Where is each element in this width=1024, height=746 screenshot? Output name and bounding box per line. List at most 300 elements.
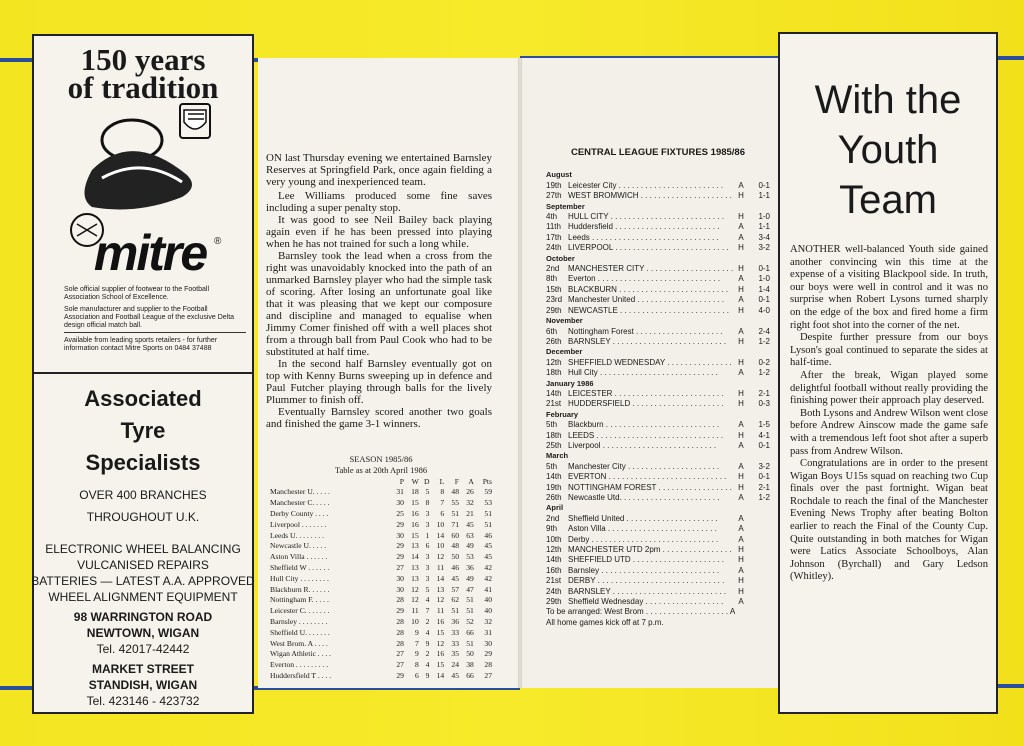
- fixture-date: 23rd: [546, 295, 563, 305]
- league-stat-cell: 6: [440, 508, 445, 518]
- league-stat-cell: 51: [466, 638, 474, 648]
- league-stat-cell: 12: [411, 595, 419, 605]
- league-stat-cell: 51: [451, 508, 460, 518]
- fixture-month: March: [546, 451, 569, 461]
- fixture-date: 6th: [546, 326, 558, 336]
- fixture-score: [748, 587, 770, 597]
- fixture-venue: H: [738, 336, 744, 346]
- fixture-row: [546, 295, 770, 305]
- fixture-date: 8th: [546, 274, 558, 284]
- ad-title-line2: of tradition: [67, 70, 219, 105]
- league-stat-cell: 31: [484, 627, 492, 637]
- fixture-opponent: Sheffield Wednesday . . . . . . . . . . . . . . . . . .: [568, 597, 724, 607]
- league-header-cell: F: [454, 476, 460, 486]
- ad-note-1: Sole official supplier of footwear to the Football Association School of Excellence.: [64, 286, 210, 301]
- fixture-row: [546, 337, 770, 347]
- league-row: [270, 628, 492, 639]
- fixture-opponent: Aston Villa . . . . . . . . . . . . . . . . . . . . . . . . .: [568, 524, 717, 534]
- league-stat-cell: 29: [396, 552, 404, 562]
- fixture-venue: H: [738, 284, 744, 294]
- league-team-name: Blackburn R. . . . . .: [270, 584, 330, 594]
- league-row: [270, 531, 492, 542]
- fixture-score: 4-1: [758, 430, 770, 440]
- league-stat-cell: 41: [484, 584, 492, 594]
- league-stat-cell: 29: [396, 541, 404, 551]
- fixture-opponent: LEICESTER . . . . . . . . . . . . . . . . . . . . . . . . .: [568, 388, 724, 398]
- fixture-month: January 1986: [546, 378, 594, 388]
- league-header-cell: P: [399, 476, 404, 486]
- fixture-row: [546, 285, 770, 295]
- fixture-venue: H: [738, 191, 744, 201]
- fixture-score: 1-2: [758, 336, 770, 346]
- youth-title-line3: Team: [839, 178, 937, 222]
- fixture-score: 1-1: [758, 222, 770, 232]
- league-row: [270, 563, 492, 574]
- league-team-name: Leicester C. . . . . . .: [270, 606, 330, 616]
- league-row: [270, 487, 492, 498]
- fixture-date: 14th: [546, 555, 562, 565]
- league-stat-cell: 38: [466, 660, 474, 670]
- league-stat-cell: 48: [451, 487, 460, 497]
- youth-paragraph-1: ANOTHER well-balanced Youth side gained another convincing win this time at the expense of a visiting Blackpool side. In truth, our boys were well in control and it was no surprise when Robert Lysons turned sharply on the edge of the box and fired home a firm right foot shot into the corner of the net.: [790, 244, 988, 331]
- fixture-row: [546, 233, 770, 243]
- fixture-score: 1-0: [758, 274, 770, 284]
- league-stat-cell: 3: [425, 562, 430, 572]
- fixture-date: 12th: [546, 357, 562, 367]
- report-paragraph-6: Eventually Barnsley scored another two goals and finished the game 3-1 winners.: [266, 406, 492, 430]
- fixture-date: 10th: [546, 534, 562, 544]
- league-stat-cell: 14: [436, 670, 445, 680]
- league-stat-cell: 31: [396, 487, 404, 497]
- league-stat-cell: 45: [484, 552, 492, 562]
- page-gutter: [518, 58, 522, 688]
- tyre-address-2: NEWTOWN, WIGAN: [86, 626, 200, 640]
- league-stat-cell: 55: [451, 498, 460, 508]
- fixture-date: 5th: [546, 420, 558, 430]
- fixture-opponent: NOTTINGHAM FOREST . . . . . . . . . . . . . . . . .: [568, 482, 732, 492]
- fixture-venue: H: [738, 357, 744, 367]
- league-stat-cell: 28: [396, 627, 404, 637]
- fixture-score: 2-1: [758, 482, 770, 492]
- fixture-opponent: BARNSLEY . . . . . . . . . . . . . . . . . . . . . . . . . .: [568, 586, 727, 596]
- league-team-name: Nottingham F. . . . .: [270, 595, 329, 605]
- fixture-score: 0-3: [758, 399, 770, 409]
- fixture-venue: H: [738, 399, 744, 409]
- fixture-opponent: Huddersfield . . . . . . . . . . . . . . . . . . . . . . . .: [568, 222, 720, 232]
- fixture-month: November: [546, 316, 583, 326]
- fixture-venue: A: [738, 274, 744, 284]
- tyre-service-2: VULCANISED REPAIRS: [77, 558, 209, 572]
- league-row: [270, 595, 492, 606]
- league-team-name: Liverpool . . . . . . .: [270, 519, 327, 529]
- fixture-score: 0-1: [758, 440, 770, 450]
- league-stat-cell: 29: [484, 649, 492, 659]
- league-stat-cell: 16: [411, 519, 419, 529]
- youth-title-line2: Youth: [837, 128, 939, 172]
- league-stat-cell: 29: [396, 670, 404, 680]
- fixture-score: 1-5: [758, 420, 770, 430]
- league-stat-cell: 24: [451, 660, 460, 670]
- fixture-score: [748, 545, 770, 555]
- fixture-opponent: BLACKBURN . . . . . . . . . . . . . . . . . . . . . . . . .: [568, 284, 729, 294]
- league-stat-cell: 27: [396, 649, 404, 659]
- tyre-service-1: ELECTRONIC WHEEL BALANCING: [45, 542, 241, 556]
- fixture-venue: H: [738, 388, 744, 398]
- fixture-date: 19th: [546, 482, 562, 492]
- fixture-row: [546, 555, 770, 565]
- league-stat-cell: 12: [436, 595, 445, 605]
- fixture-row: [546, 462, 770, 472]
- league-team-name: Aston Villa . . . . . .: [270, 552, 328, 562]
- fixture-month: December: [546, 347, 583, 357]
- fixture-date: 9th: [546, 524, 558, 534]
- fixture-venue: H: [738, 264, 744, 274]
- fixtures-tba: To be arranged: West Brom . . . . . . . . . . . . . . . . . . . A: [546, 607, 736, 617]
- fixture-opponent: Liverpool . . . . . . . . . . . . . . . . . . . . . . . . . .: [568, 440, 717, 450]
- fixture-month: October: [546, 253, 575, 263]
- fixture-venue: A: [738, 461, 744, 471]
- fixture-row: [546, 535, 770, 545]
- fixture-score: 0-2: [758, 357, 770, 367]
- league-header-cell: W: [411, 476, 419, 486]
- league-team-name: Huddersfield T . . . .: [270, 670, 332, 680]
- fixture-date: 5th: [546, 461, 558, 471]
- league-header-cell: Pts: [482, 476, 492, 486]
- league-stat-cell: 30: [484, 638, 492, 648]
- league-stat-cell: 51: [484, 519, 492, 529]
- league-team-name: Manchester C. . . . .: [270, 498, 330, 508]
- league-stat-cell: 49: [466, 541, 474, 551]
- fixture-date: 18th: [546, 368, 562, 378]
- fixture-row: [546, 368, 770, 378]
- youth-paragraph-3: After the break, Wigan played some delightful football without really providing the finishing power their approach play deserved.: [790, 369, 989, 407]
- league-row: [270, 498, 492, 509]
- fixture-opponent: HULL CITY . . . . . . . . . . . . . . . . . . . . . . . . . .: [568, 212, 725, 222]
- fixture-opponent: Everton . . . . . . . . . . . . . . . . . . . . . . . . . . . .: [568, 274, 721, 284]
- league-stat-cell: 32: [466, 498, 474, 508]
- fixture-month: August: [546, 170, 572, 180]
- league-stat-cell: 53: [484, 498, 492, 508]
- league-stat-cell: 15: [436, 627, 445, 637]
- league-stat-cell: 2: [425, 649, 430, 659]
- fixture-date: 24th: [546, 243, 562, 253]
- fixture-score: 1-0: [758, 212, 770, 222]
- fixture-row: [546, 597, 770, 607]
- league-stat-cell: 46: [451, 562, 460, 572]
- fixture-row: [546, 472, 770, 482]
- fixture-date: 21st: [546, 399, 562, 409]
- fixture-opponent: Newcastle Utd. . . . . . . . . . . . . . . . . . . . . . .: [568, 493, 720, 502]
- league-row: [270, 509, 492, 520]
- league-stat-cell: 30: [396, 584, 404, 594]
- league-stat-cell: 30: [396, 498, 404, 508]
- league-stat-cell: 14: [436, 530, 445, 540]
- fixture-row: [546, 358, 770, 368]
- fixture-row: [546, 191, 770, 201]
- league-stat-cell: 66: [466, 627, 474, 637]
- league-stat-cell: 60: [451, 530, 460, 540]
- ad-note-2: Sole manufacturer and supplier to the Football Association and Football League of the exclusive Delta design official match ball.: [64, 306, 235, 329]
- league-row: [270, 574, 492, 585]
- fixture-score: [748, 566, 770, 576]
- fixture-date: 26th: [546, 493, 562, 502]
- fixture-score: [748, 514, 770, 524]
- fixture-date: 2nd: [546, 264, 560, 274]
- fixture-row: [546, 264, 770, 274]
- fixture-opponent: HUDDERSFIELD . . . . . . . . . . . . . . . . . . . . .: [568, 399, 724, 409]
- fixture-opponent: Blackburn . . . . . . . . . . . . . . . . . . . . . . . . . .: [568, 420, 720, 430]
- fixture-venue: A: [738, 513, 744, 523]
- fixture-venue: A: [738, 493, 744, 502]
- league-header-cell: A: [468, 476, 474, 486]
- fixture-row: [546, 524, 770, 534]
- league-stat-cell: 16: [436, 616, 445, 626]
- league-stat-cell: 45: [484, 541, 492, 551]
- league-stat-cell: 40: [484, 606, 492, 616]
- league-stat-cell: 5: [425, 584, 430, 594]
- league-stat-cell: 15: [436, 660, 445, 670]
- fixture-score: 1-2: [758, 368, 770, 378]
- league-stat-cell: 9: [414, 627, 419, 637]
- fixture-opponent: Nottingham Forest . . . . . . . . . . . . . . . . . . . .: [568, 326, 723, 336]
- fixture-row: [546, 441, 770, 451]
- ad-title-line1: 150 years: [80, 42, 206, 77]
- advert-separator: [34, 372, 252, 374]
- fixture-row: [546, 566, 770, 576]
- fixture-date: 14th: [546, 388, 562, 398]
- tyre-branches-1: OVER 400 BRANCHES: [79, 488, 207, 502]
- tyre-title-line3: Specialists: [85, 450, 201, 475]
- fixture-score: 0-1: [758, 180, 770, 190]
- league-stat-cell: 51: [466, 595, 474, 605]
- tyre-title-line1: Associated: [84, 386, 202, 411]
- league-stat-cell: 29: [396, 519, 404, 529]
- fixture-venue: H: [738, 555, 744, 565]
- tyre-phone-2: Tel. 423146 - 423732: [86, 694, 200, 708]
- league-stat-cell: 11: [411, 606, 419, 616]
- league-stat-cell: 3: [425, 519, 430, 529]
- league-stat-cell: 1: [425, 530, 430, 540]
- fixture-score: 3-2: [758, 243, 770, 253]
- fixture-date: 24th: [546, 586, 562, 596]
- league-stat-cell: 25: [396, 508, 404, 518]
- ad-divider: [64, 332, 246, 333]
- fixture-venue: H: [738, 430, 744, 440]
- league-stat-cell: 49: [466, 573, 474, 583]
- league-header-cell: L: [439, 476, 445, 486]
- league-stat-cell: 4: [425, 595, 430, 605]
- fixture-score: 3-4: [758, 232, 770, 242]
- fixture-venue: A: [738, 440, 744, 450]
- fixture-venue: A: [738, 326, 744, 336]
- fixture-row: [546, 212, 770, 222]
- league-stat-cell: 8: [414, 660, 419, 670]
- league-stat-cell: 3: [425, 573, 430, 583]
- league-stat-cell: 21: [466, 508, 474, 518]
- league-stat-cell: 16: [436, 649, 445, 659]
- fixture-venue: A: [738, 534, 744, 544]
- league-stat-cell: 13: [411, 573, 419, 583]
- fixture-month: April: [546, 503, 564, 513]
- fixture-venue: A: [738, 565, 744, 575]
- league-stat-cell: 26: [466, 487, 474, 497]
- fixture-score: 4-0: [758, 305, 770, 315]
- league-row: [270, 585, 492, 596]
- fixture-venue: A: [738, 295, 744, 305]
- fixture-venue: H: [738, 586, 744, 596]
- fixture-score: [748, 555, 770, 565]
- league-team-name: Manchester U. . . . .: [270, 487, 330, 497]
- league-row: [270, 617, 492, 628]
- league-stat-cell: 12: [436, 552, 445, 562]
- fixture-venue: H: [738, 305, 744, 315]
- fixture-date: 17th: [546, 232, 562, 242]
- fixture-opponent: Hull City . . . . . . . . . . . . . . . . . . . . . . . . . . .: [568, 368, 718, 378]
- registered-mark: ®: [214, 236, 222, 247]
- league-stat-cell: 13: [411, 541, 419, 551]
- league-stat-cell: 6: [414, 670, 419, 680]
- fixture-date: 29th: [546, 597, 562, 607]
- fixture-row: [546, 399, 770, 409]
- report-paragraph-4: Barnsley took the lead when a cross from the right was unavoidably knocked into the path of an unmarked Barnsley player who had the simple task of scoring. After losing an unfortunate goal like that it was pleasing that we kept our composure and discipline and managed to equalise when Jimmy Comer finished off with a well places shot from a through ball from Paul Cook who had to be substituted at half time.: [266, 250, 492, 358]
- league-row: [270, 541, 492, 552]
- league-stat-cell: 40: [484, 595, 492, 605]
- league-stat-cell: 36: [466, 562, 474, 572]
- league-stat-cell: 42: [484, 562, 492, 572]
- league-stat-cell: 45: [466, 519, 474, 529]
- league-stat-cell: 45: [451, 573, 460, 583]
- youth-report: [790, 244, 988, 584]
- league-stat-cell: 36: [451, 616, 460, 626]
- fixture-row: [546, 274, 770, 284]
- league-stat-cell: 9: [425, 638, 430, 648]
- league-stat-cell: 13: [411, 562, 419, 572]
- advert-box: [32, 34, 254, 714]
- league-stat-cell: 57: [451, 584, 460, 594]
- fixture-row: [546, 493, 770, 503]
- league-stat-cell: 27: [396, 660, 404, 670]
- fixtures-kickoff: All home games kick off at 7 p.m.: [546, 617, 664, 627]
- fixture-opponent: NEWCASTLE . . . . . . . . . . . . . . . . . . . . . . . . .: [568, 305, 729, 315]
- league-stat-cell: 15: [411, 498, 419, 508]
- league-row: [270, 606, 492, 617]
- fixture-venue: H: [738, 545, 744, 555]
- fixture-score: [748, 597, 770, 607]
- league-stat-cell: 7: [414, 638, 419, 648]
- league-stat-cell: 50: [451, 552, 460, 562]
- league-row: [270, 520, 492, 531]
- fixture-opponent: Leeds . . . . . . . . . . . . . . . . . . . . . . . . . . . . .: [568, 232, 719, 242]
- league-stat-cell: 10: [436, 541, 445, 551]
- league-stat-cell: 11: [436, 606, 445, 616]
- fixture-venue: A: [738, 232, 744, 242]
- league-stat-cell: 6: [425, 541, 430, 551]
- league-stat-cell: 7: [440, 498, 445, 508]
- fixture-row: [546, 545, 770, 555]
- fixture-row: [546, 576, 770, 586]
- fixture-opponent: MANCHESTER UTD 2pm . . . . . . . . . . . . . . . .: [568, 545, 732, 555]
- fixture-score: [748, 535, 770, 545]
- fixture-venue: H: [738, 472, 744, 482]
- fixture-date: 15th: [546, 284, 562, 294]
- fixture-score: [748, 576, 770, 586]
- league-stat-cell: 48: [451, 541, 460, 551]
- league-stat-cell: 51: [466, 606, 474, 616]
- league-stat-cell: 47: [466, 584, 474, 594]
- league-stat-cell: 8: [425, 498, 430, 508]
- league-stat-cell: 33: [451, 627, 460, 637]
- fixture-venue: A: [738, 524, 744, 534]
- youth-team-box: [778, 32, 998, 714]
- league-stat-cell: 46: [484, 530, 492, 540]
- fixture-score: 2-4: [758, 326, 770, 336]
- league-team-name: Barnsley . . . . . . . .: [270, 616, 328, 626]
- fixture-date: 21st: [546, 576, 562, 586]
- league-stat-cell: 3: [425, 552, 430, 562]
- league-row: [270, 671, 492, 682]
- fixture-venue: A: [738, 368, 744, 378]
- league-stat-cell: 8: [440, 487, 445, 497]
- league-stat-cell: 13: [436, 584, 445, 594]
- league-stat-cell: 10: [411, 616, 419, 626]
- fixture-opponent: Manchester City . . . . . . . . . . . . . . . . . . . . .: [568, 461, 720, 471]
- fixture-opponent: SHEFFIELD UTD . . . . . . . . . . . . . . . . . . . . .: [568, 555, 725, 565]
- ad-note-3: Available from leading sports retailers - for further information contact Mitre Sports on 0484 37488: [64, 337, 218, 352]
- tyre-phone-1: Tel. 42017-42442: [96, 642, 190, 656]
- fixture-date: 4th: [546, 212, 558, 222]
- league-team-name: West Brom. A . . . .: [270, 638, 328, 648]
- fixture-date: 27th: [546, 191, 562, 201]
- tyre-service-3: BATTERIES — LATEST A.A. APPROVED: [31, 574, 255, 588]
- fixture-score: 1-4: [758, 284, 770, 294]
- match-report: [266, 152, 492, 430]
- fixture-date: 26th: [546, 336, 562, 346]
- fixture-score: 1-2: [758, 493, 770, 502]
- fixture-venue: H: [738, 482, 744, 492]
- report-paragraph-1: ON last Thursday evening we entertained Barnsley Reserves at Springfield Park, once again fielding a very young and inexperienced team.: [266, 152, 492, 188]
- tyre-address-4: STANDISH, WIGAN: [88, 678, 198, 692]
- fixture-venue: H: [738, 576, 744, 586]
- league-team-name: Sheffield W . . . . . .: [270, 562, 330, 572]
- league-stat-cell: 9: [425, 670, 430, 680]
- fixture-row: [546, 483, 770, 493]
- league-stat-cell: 28: [484, 660, 492, 670]
- report-paragraph-5: In the second half Barnsley eventually got on top with Kenny Burns sweeping up in defence and Paul Futcher playing through balls for the lively Plummer to finish off.: [266, 358, 492, 406]
- tyre-title-line2: Tyre: [120, 418, 166, 443]
- league-stat-cell: 28: [396, 595, 404, 605]
- league-stat-cell: 4: [425, 660, 430, 670]
- fixture-date: 12th: [546, 545, 562, 555]
- league-stat-cell: 11: [436, 562, 445, 572]
- fixture-score: 1-1: [758, 191, 770, 201]
- fixture-opponent: Leicester City . . . . . . . . . . . . . . . . . . . . . . . .: [568, 180, 724, 190]
- fixture-row: [546, 420, 770, 430]
- fixture-score: 0-1: [758, 472, 770, 482]
- league-row: [270, 649, 492, 660]
- league-stat-cell: 30: [396, 530, 404, 540]
- fixtures-list: [546, 148, 770, 628]
- league-row: [270, 552, 492, 563]
- fixture-opponent: Sheffield United . . . . . . . . . . . . . . . . . . . . .: [568, 513, 718, 523]
- league-team-name: Sheffield U. . . . . . .: [270, 627, 330, 637]
- league-team-name: Derby County . . . .: [270, 508, 329, 518]
- league-stat-cell: 9: [414, 649, 419, 659]
- league-stat-cell: 14: [436, 573, 445, 583]
- league-stat-cell: 30: [396, 573, 404, 583]
- fixture-row: [546, 181, 770, 191]
- fixture-row: [546, 306, 770, 316]
- fixture-score: 0-1: [758, 264, 770, 274]
